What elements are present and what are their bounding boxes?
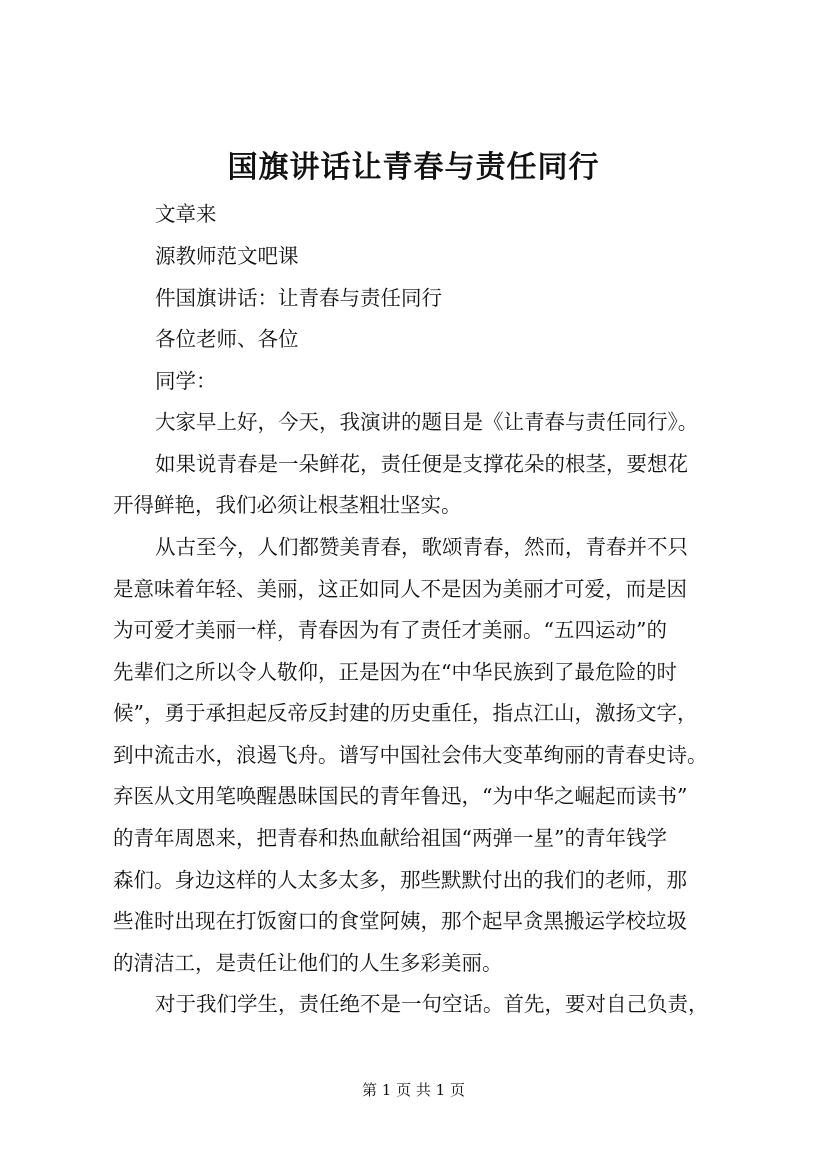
header-line: 各位老师、各位 xyxy=(155,327,299,351)
paragraph-line: 大家早上好，今天，我演讲的题目是《让青春与责任同行》。 xyxy=(155,410,699,434)
paragraph-line: 的清洁工，是责任让他们的人生多彩美丽。 xyxy=(113,951,503,975)
paragraph-line: 森们。身边这样的人太多太多，那些默默付出的我们的老师，那 xyxy=(113,868,687,892)
paragraph-line: 先辈们之所以令人敬仰，正是因为在“中华民族到了最危险的时 xyxy=(113,660,677,684)
paragraph-line: 候”，勇于承担起反帝反封建的历史重任，指点江山，激扬文字， xyxy=(113,701,698,725)
paragraph-line: 弃医从文用笔唤醒愚昧国民的青年鲁迅，“为中华之崛起而读书” xyxy=(113,784,688,808)
header-line: 文章来 xyxy=(155,202,217,226)
paragraph-line: 些准时出现在打饭窗口的食堂阿姨，那个起早贪黑搬运学校垃圾 xyxy=(113,909,687,933)
header-line: 源教师范文吧课 xyxy=(155,244,299,268)
document-title: 国旗讲话让青春与责任同行 xyxy=(227,150,600,185)
paragraph-line: 是意味着年轻、美丽，这正如同人不是因为美丽才可爱，而是因 xyxy=(113,577,687,601)
paragraph-line: 开得鲜艳，我们必须让根茎粗壮坚实。 xyxy=(113,493,462,517)
paragraph-line: 到中流击水，浪遏飞舟。谱写中国社会伟大变革绚丽的青春史诗。 xyxy=(113,743,708,767)
paragraph-line: 对于我们学生，责任绝不是一句空话。首先，要对自己负责， xyxy=(155,992,709,1016)
page-footer: 第 1 页 共 1 页 xyxy=(362,1081,465,1099)
paragraph-line: 从古至今，人们都赞美青春，歌颂青春，然而，青春并不只 xyxy=(155,535,688,559)
paragraph-line: 的青年周恩来，把青春和热血献给祖国“两弹一星”的青年钱学 xyxy=(113,826,667,850)
header-line: 同学： xyxy=(155,369,217,393)
header-line: 件国旗讲话：让青春与责任同行 xyxy=(155,286,442,310)
paragraph-line: 如果说青春是一朵鲜花，责任便是支撑花朵的根茎，要想花 xyxy=(155,452,688,476)
paragraph-line: 为可爱才美丽一样，青春因为有了责任才美丽。“五四运动”的 xyxy=(113,618,667,642)
